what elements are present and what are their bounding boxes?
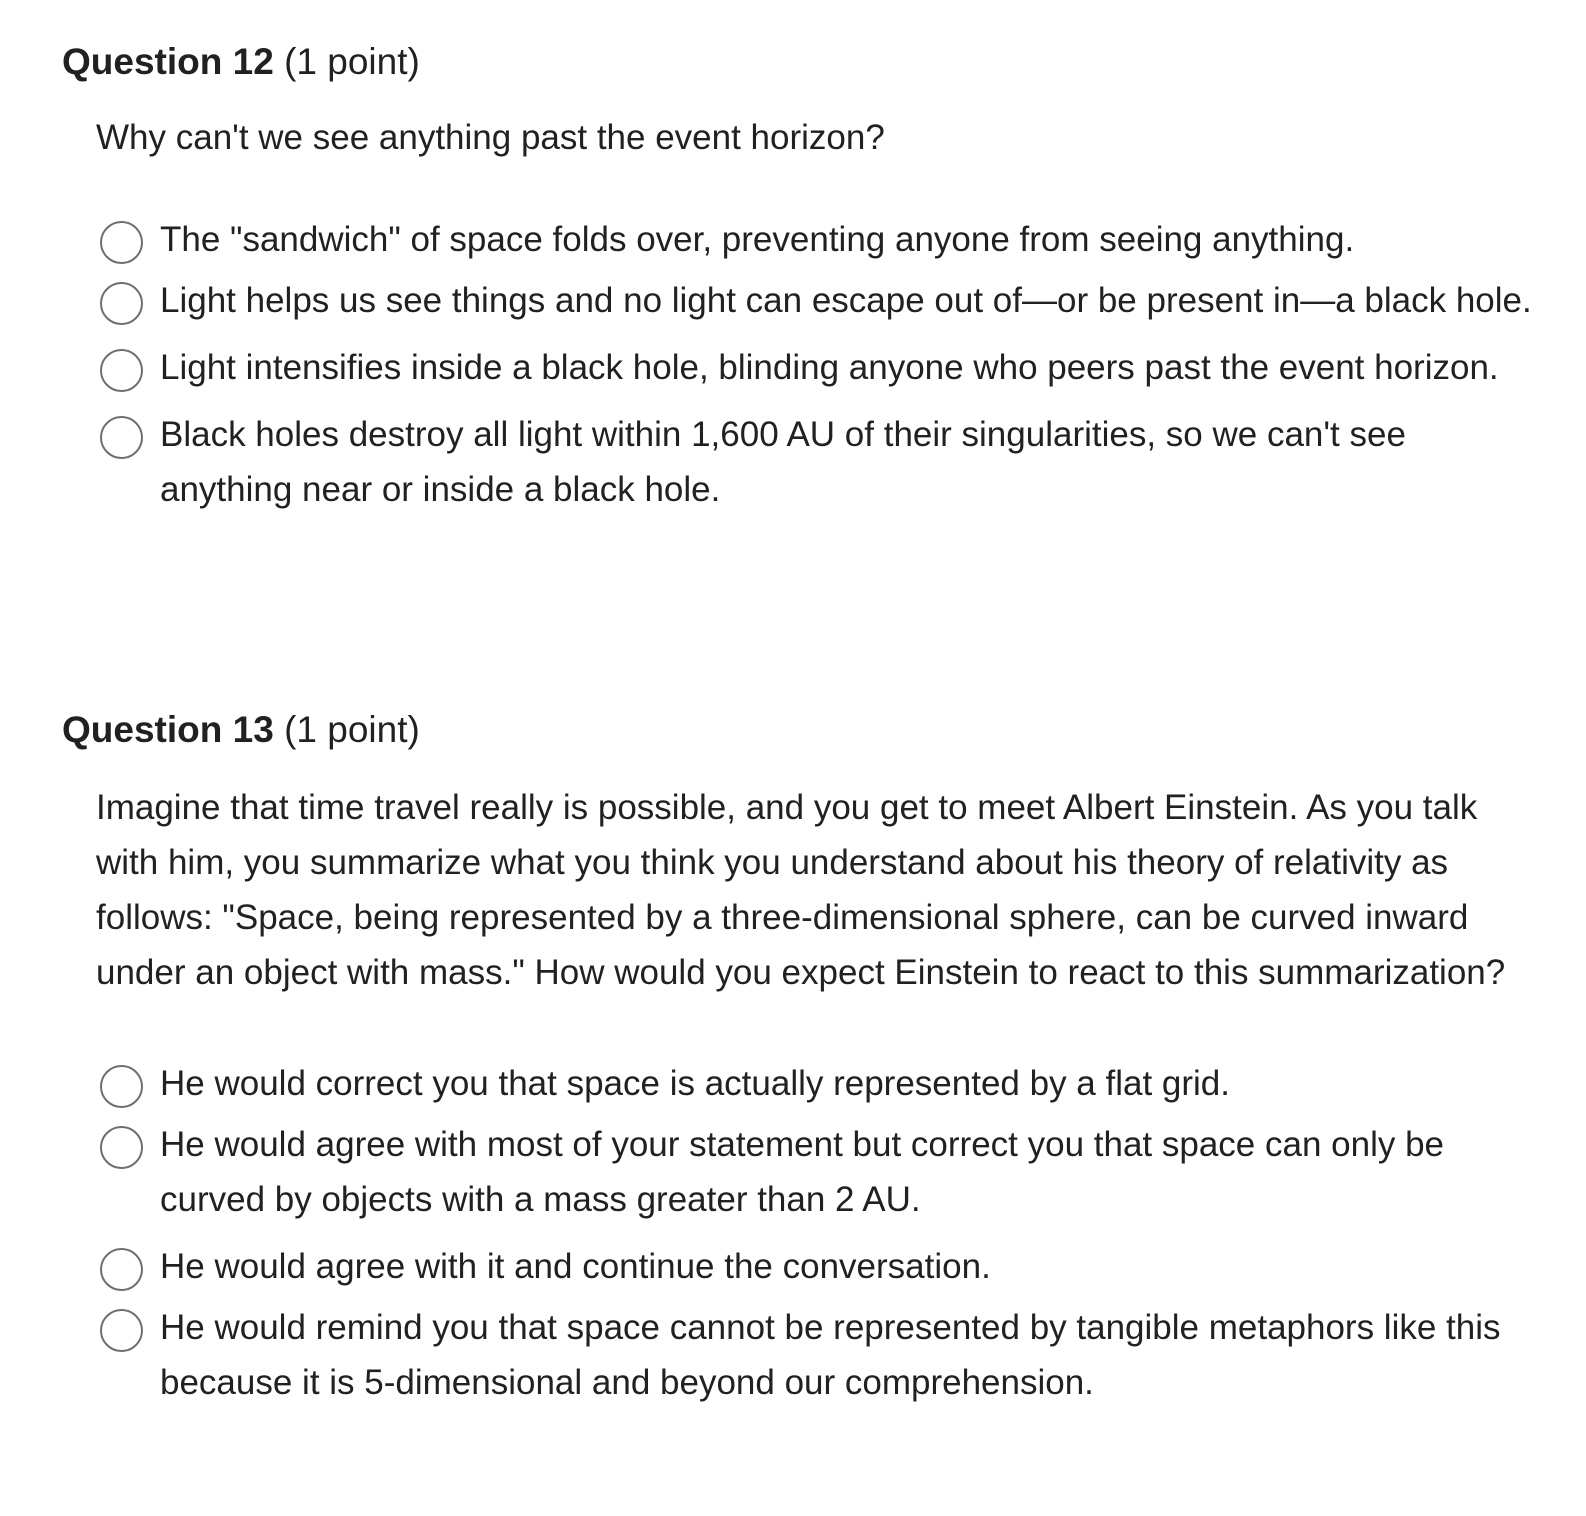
answer-option-label: He would agree with it and continue the conversation. bbox=[160, 1247, 991, 1286]
radio-button[interactable] bbox=[100, 349, 143, 392]
radio-button[interactable] bbox=[100, 1248, 143, 1291]
answer-options bbox=[100, 1056, 1542, 1410]
answer-option-label: Light intensifies inside a black hole, blinding anyone who peers past the event horizon. bbox=[160, 348, 1499, 387]
question-prompt: Why can't we see anything past the event horizon? bbox=[96, 118, 885, 157]
question-13 bbox=[62, 706, 1542, 1410]
answer-option[interactable] bbox=[100, 212, 1542, 267]
answer-option[interactable] bbox=[100, 1117, 1542, 1227]
answer-option-label: Black holes destroy all light within 1,600 AU of their singularities, so we can't see anything near or inside a black hole. bbox=[160, 415, 1406, 509]
answer-options bbox=[100, 212, 1542, 517]
question-number: Question 13 bbox=[62, 709, 274, 750]
radio-button[interactable] bbox=[100, 1309, 143, 1352]
answer-option-label: He would remind you that space cannot be represented by tangible metaphors like this because it is 5-dimensional and beyond our comprehension. bbox=[160, 1308, 1501, 1402]
answer-option[interactable] bbox=[100, 407, 1542, 517]
answer-option-label: The "sandwich" of space folds over, preventing anyone from seeing anything. bbox=[160, 220, 1355, 259]
radio-button[interactable] bbox=[100, 1065, 143, 1108]
question-12 bbox=[62, 38, 1542, 517]
question-points: (1 point) bbox=[284, 709, 420, 750]
answer-option[interactable] bbox=[100, 340, 1542, 395]
option-spacer bbox=[100, 395, 1542, 407]
option-spacer bbox=[100, 328, 1542, 340]
radio-button[interactable] bbox=[100, 416, 143, 459]
answer-option[interactable] bbox=[100, 1239, 1542, 1294]
answer-option[interactable] bbox=[100, 273, 1542, 328]
question-heading bbox=[62, 706, 1542, 754]
answer-option[interactable] bbox=[100, 1300, 1542, 1410]
question-prompt: Imagine that time travel really is possible, and you get to meet Albert Einstein. As you talk with him, you summarize what you think you understand about his theory of relativity as follows: "Space, being represented by a three-dimensional sphere, can be curved inward under an object with mass." How would you expect Einstein to react to this summarization? bbox=[96, 788, 1506, 992]
answer-option-label: Light helps us see things and no light can escape out of—or be present in—a black hole. bbox=[160, 281, 1532, 320]
answer-option[interactable] bbox=[100, 1056, 1542, 1111]
answer-option-label: He would correct you that space is actually represented by a flat grid. bbox=[160, 1064, 1230, 1103]
question-number: Question 12 bbox=[62, 41, 274, 82]
question-points: (1 point) bbox=[284, 41, 420, 82]
answer-option-label: He would agree with most of your statement but correct you that space can only be curved by objects with a mass greater than 2 AU. bbox=[160, 1125, 1445, 1219]
option-spacer bbox=[100, 1227, 1542, 1239]
radio-button[interactable] bbox=[100, 282, 143, 325]
radio-button[interactable] bbox=[100, 1126, 143, 1169]
question-heading bbox=[62, 38, 1542, 86]
radio-button[interactable] bbox=[100, 221, 143, 264]
